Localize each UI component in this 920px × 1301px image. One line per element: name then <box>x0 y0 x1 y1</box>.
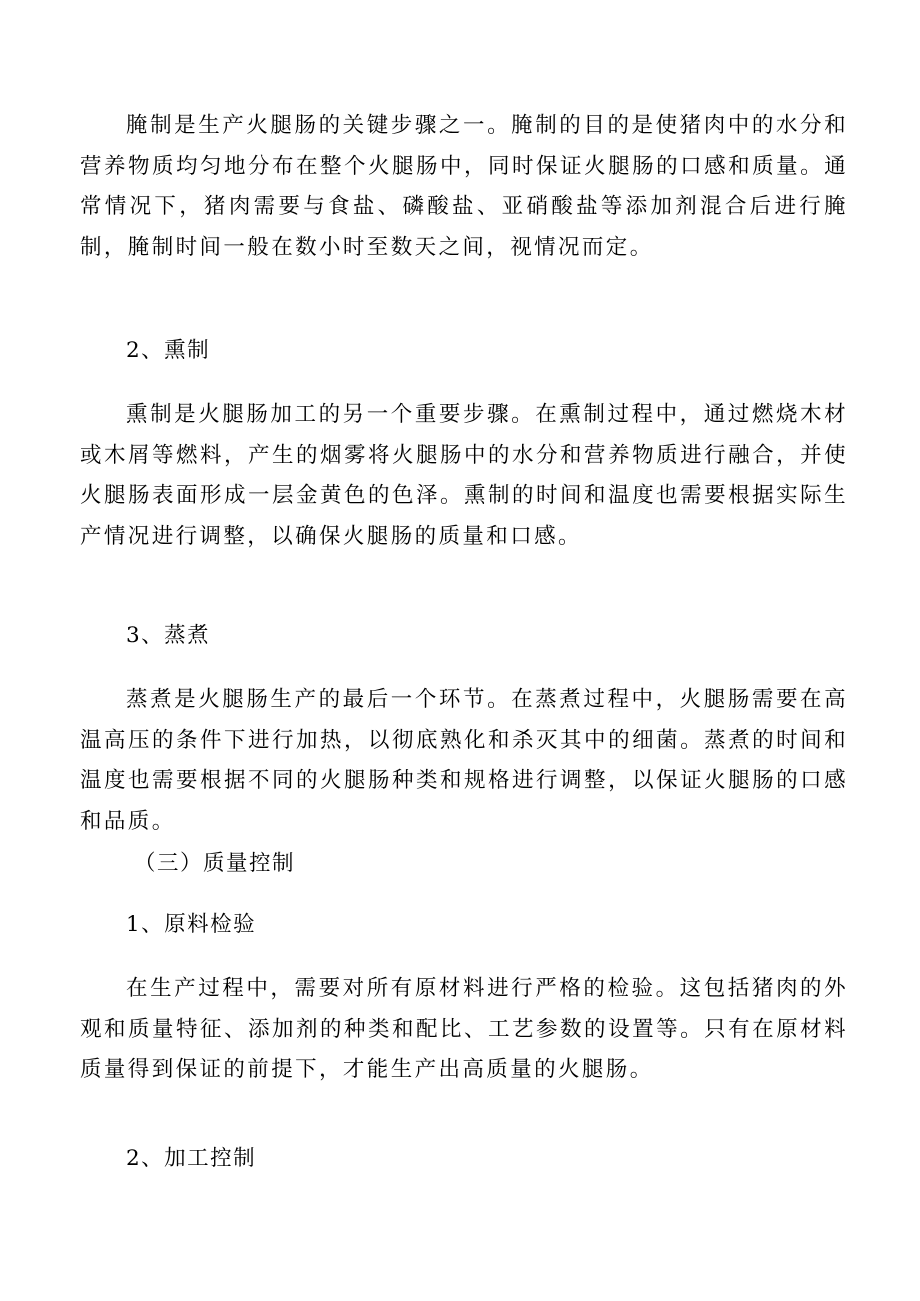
raw-material-paragraph: 在生产过程中，需要对所有原材料进行严格的检验。这包括猪肉的外观和质量特征、添加剂的种类和配比、工艺参数的设置等。只有在原材料质量得到保证的前提下，才能生产出高质量的火腿肠。 <box>80 976 848 1082</box>
smoking-paragraph: 熏制是火腿肠加工的另一个重要步骤。在熏制过程中，通过燃烧木材或木屑等燃料，产生的烟雾将火腿肠中的水分和营养物质进行融合，并使火腿肠表面形成一层金黄色的色泽。熏制的时间和温度也需要根据实际生产情况进行调整，以确保火腿肠的质量和口感。 <box>80 402 848 549</box>
process-control-heading: 2、加工控制 <box>126 1146 257 1171</box>
curing-paragraph: 腌制是生产火腿肠的关键步骤之一。腌制的目的是使猪肉中的水分和营养物质均匀地分布在整个火腿肠中，同时保证火腿肠的口感和质量。通常情况下，猪肉需要与食盐、磷酸盐、亚硝酸盐等添加剂混合后进行腌制，腌制时间一般在数小时至数天之间，视情况而定。 <box>80 113 848 260</box>
smoking-heading: 2、熏制 <box>126 338 211 363</box>
steaming-paragraph: 蒸煮是火腿肠生产的最后一个环节。在蒸煮过程中，火腿肠需要在高温高压的条件下进行加热，以彻底熟化和杀灭其中的细菌。蒸煮的时间和温度也需要根据不同的火腿肠种类和规格进行调整，以保证火腿肠的口感和品质。 <box>80 687 848 834</box>
raw-material-inspection-heading: 1、原料检验 <box>126 912 257 937</box>
section-quality-control-title: （三）质量控制 <box>134 851 296 876</box>
steaming-heading: 3、蒸煮 <box>126 623 211 648</box>
